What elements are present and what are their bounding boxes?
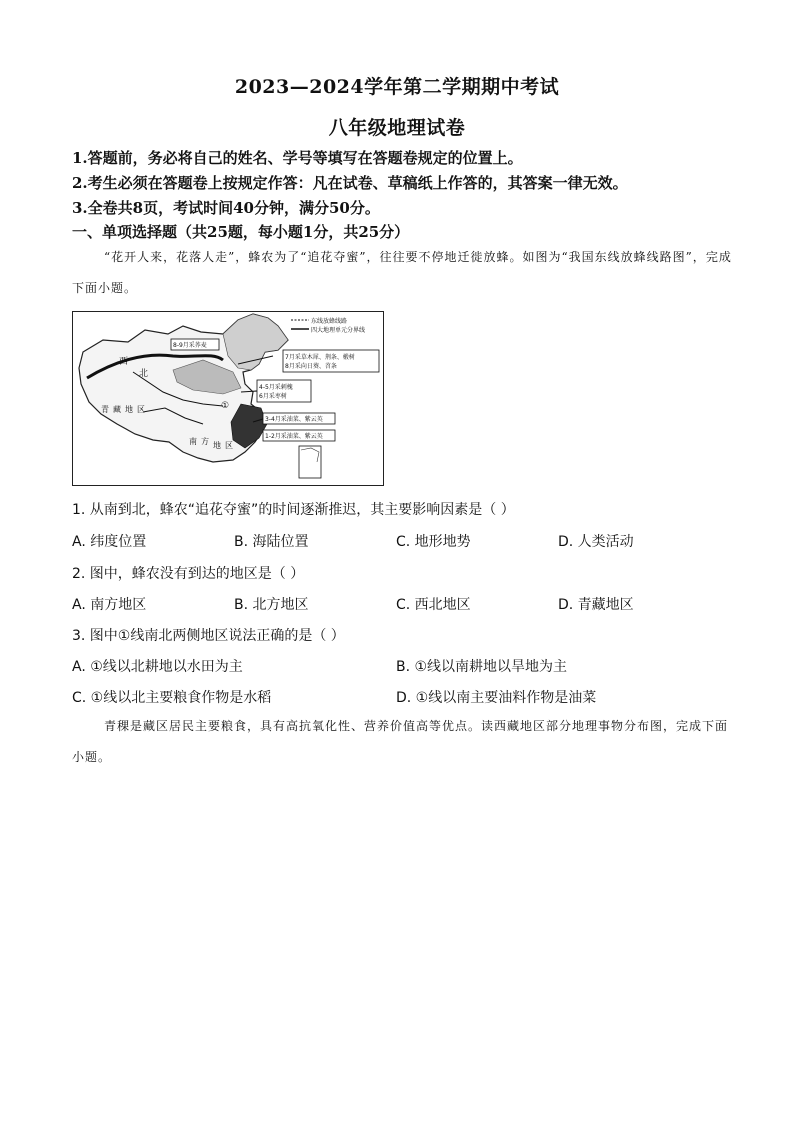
question-2-option-c[interactable]: C. 西北地区 xyxy=(396,597,471,613)
region-label: 藏 xyxy=(113,405,121,414)
question-3-option-a[interactable]: A. ①线以北耕地以水田为主 xyxy=(72,659,243,675)
region-label: 北 xyxy=(139,369,149,379)
question-2-option-a[interactable]: A. 南方地区 xyxy=(72,597,147,613)
intro-paragraph-1: “花开人来，花落人走”，蜂农为了“追花夺蜜”，往往要不停地迁徙放蜂。如图为“我国东线放蜂线路图”，完成下面小题。 xyxy=(72,250,732,295)
question-2-option-b[interactable]: B. 北方地区 xyxy=(234,597,309,613)
exam-subtitle: 八年级地理试卷 xyxy=(328,117,466,139)
intro-paragraph-2: 青稞是藏区居民主要粮食，具有高抗氧化性、营养价值高等优点。读西藏地区部分地理事物分布图，完成下面小题。 xyxy=(72,719,729,764)
line-marker: ① xyxy=(221,401,230,411)
exam-title: 2023—2024学年第二学期期中考试 xyxy=(234,76,560,98)
annotation-text: 8月采向日葵、苕条 xyxy=(285,363,337,370)
question-1-option-a[interactable]: A. 纬度位置 xyxy=(72,534,147,550)
question-3-option-b[interactable]: B. ①线以南耕地以旱地为主 xyxy=(396,659,568,675)
south-china-sea-inset xyxy=(299,446,321,478)
question-3-option-c[interactable]: C. ①线以北主要粮食作物是水稻 xyxy=(72,690,272,706)
region-label: 青 xyxy=(101,405,109,414)
map-svg xyxy=(73,312,383,485)
annotation-text: 7月采草木犀、荆条、椴树 xyxy=(285,354,355,361)
question-1-stem: 1. 从南到北，蜂农“追花夺蜜”的时间逐渐推迟，其主要影响因素是（ ） xyxy=(72,502,515,518)
question-3-stem: 3. 图中①线南北两侧地区说法正确的是（ ） xyxy=(72,628,345,644)
question-1-option-b[interactable]: B. 海陆位置 xyxy=(234,534,309,550)
region-label: 南 xyxy=(189,437,197,446)
annotation-text: 1-2月采油菜、紫云英 xyxy=(265,433,323,440)
legend-label: 四大地理单元分界线 xyxy=(311,327,366,334)
region-label: 地 xyxy=(125,405,133,414)
instruction-2: 2.考生必须在答题卷上按规定作答：凡在试卷、草稿纸上作答的，其答案一律无效。 xyxy=(72,174,628,192)
region-label: 地 xyxy=(213,441,221,450)
instruction-1: 1.答题前，务必将自己的姓名、学号等填写在答题卷规定的位置上。 xyxy=(72,149,523,167)
annotation-text: 4-5月采刺槐 xyxy=(259,384,293,391)
northeast-region xyxy=(223,314,288,370)
annotation-text: 8-9月采荞麦 xyxy=(173,342,207,349)
annotation-text: 3-4月采油菜、紫云英 xyxy=(265,416,323,423)
question-3-option-d[interactable]: D. ①线以南主要油料作物是油菜 xyxy=(396,690,597,706)
region-label: 区 xyxy=(137,405,145,414)
region-label: 西 xyxy=(119,357,129,367)
annotation-text: 6月采枣树 xyxy=(259,393,287,400)
region-label: 方 xyxy=(201,437,209,446)
bee-route-map xyxy=(72,311,384,486)
instruction-3: 3.全卷共8页，考试时间40分钟，满分50分。 xyxy=(72,199,380,217)
region-label: 区 xyxy=(225,441,233,450)
legend-label: 东线放蜂线路 xyxy=(311,318,348,325)
question-2-option-d[interactable]: D. 青藏地区 xyxy=(558,597,634,613)
question-1-option-d[interactable]: D. 人类活动 xyxy=(558,534,634,550)
section-heading: 一、单项选择题（共25题，每小题1分，共25分） xyxy=(72,223,410,241)
question-2-stem: 2. 图中，蜂农没有到达的地区是（ ） xyxy=(72,566,305,582)
question-1-option-c[interactable]: C. 地形地势 xyxy=(396,534,471,550)
